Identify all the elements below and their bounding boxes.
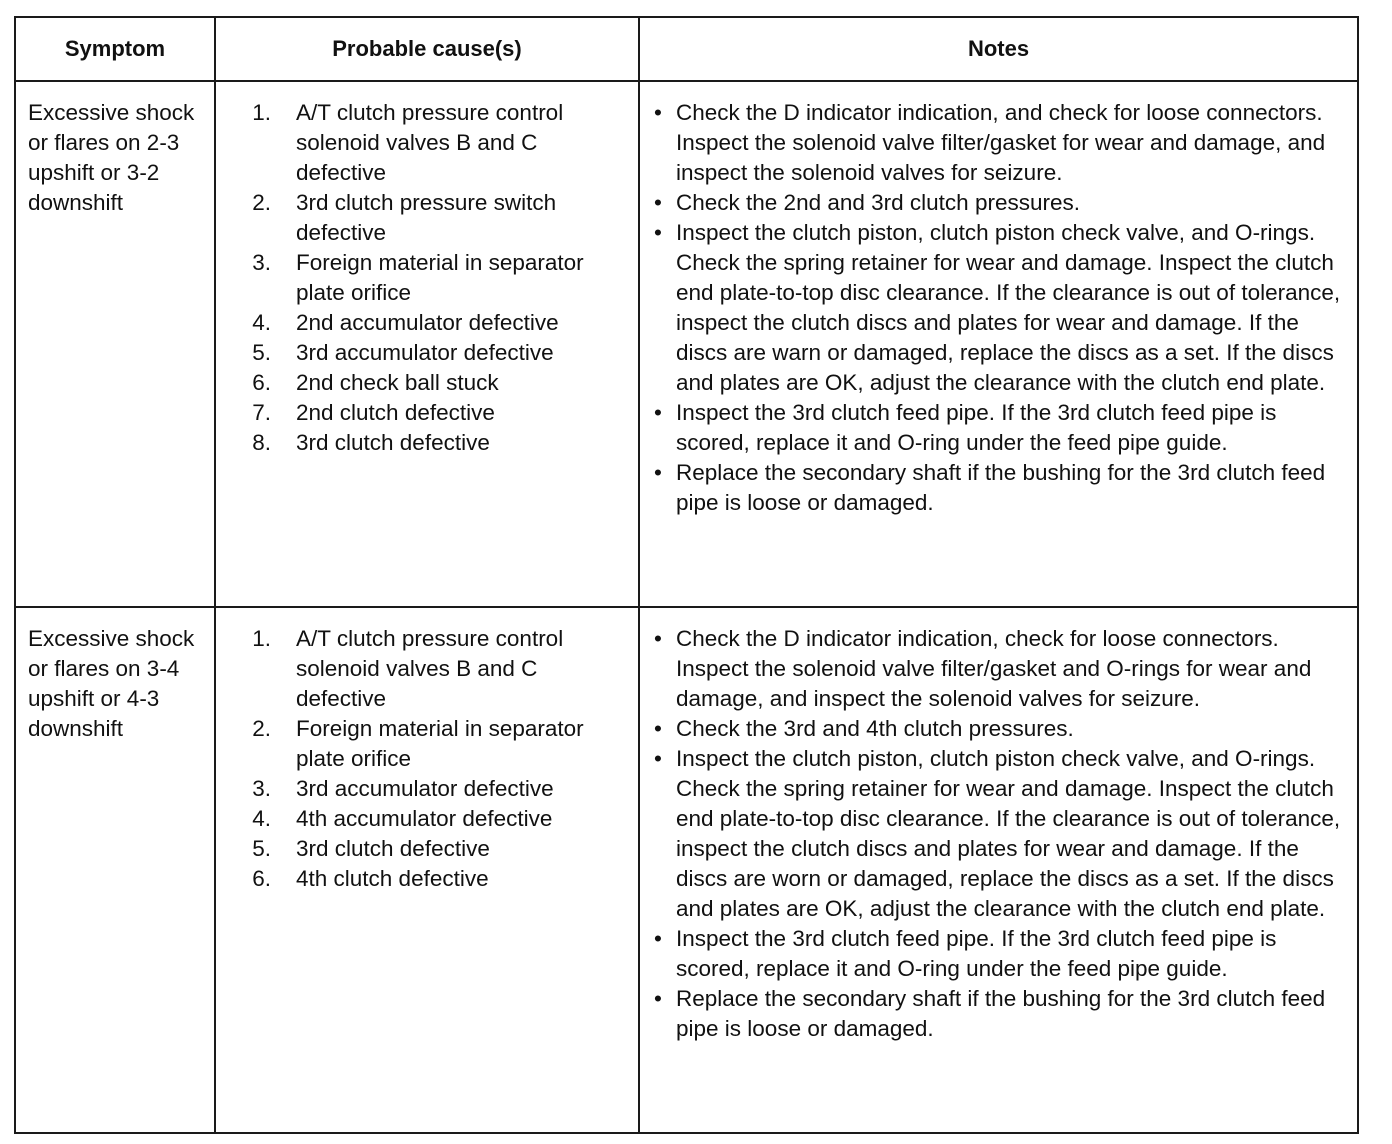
cause-number: 4. (252, 806, 271, 831)
notes-cell (639, 607, 1358, 1133)
header-symptom: Symptom (15, 17, 215, 81)
list-item (654, 98, 1349, 188)
note-list (654, 624, 1349, 1044)
note-text: Replace the secondary shaft if the bushing for the 3rd clutch feed pipe is loose or damaged. (676, 986, 1326, 1041)
note-text: Check the D indicator indication, and check for loose connectors. Inspect the solenoid valve filter/gasket for wear and damage, and inspect the solenoid valves for seizure. (676, 100, 1326, 185)
list-item (216, 188, 630, 248)
list-item (654, 984, 1349, 1044)
notes-cell (639, 81, 1358, 607)
bullet-icon: • (654, 190, 662, 215)
list-item (216, 774, 630, 804)
troubleshooting-table (14, 16, 1359, 1134)
note-text: Check the 2nd and 3rd clutch pressures. (676, 190, 1080, 215)
list-item (216, 804, 630, 834)
list-item (216, 338, 630, 368)
note-text: Check the 3rd and 4th clutch pressures. (676, 716, 1074, 741)
cause-text: 2nd clutch defective (296, 400, 495, 425)
cause-number: 2. (252, 190, 271, 215)
bullet-icon: • (654, 400, 662, 425)
cause-number: 5. (252, 836, 271, 861)
cause-text: A/T clutch pressure control solenoid valves B and C defective (296, 626, 564, 711)
cause-text: Foreign material in separator plate orifice (296, 250, 584, 305)
cause-text: 3rd accumulator defective (296, 776, 554, 801)
bullet-icon: • (654, 746, 662, 771)
table-header-row (15, 17, 1358, 81)
symptom-cell: Excessive shock or flares on 2-3 upshift or 3-2 downshift (15, 81, 215, 607)
note-list (654, 98, 1349, 518)
list-item (216, 308, 630, 338)
cause-text: 3rd clutch pressure switch defective (296, 190, 557, 245)
cause-text: Foreign material in separator plate orifice (296, 716, 584, 771)
list-item (654, 624, 1349, 714)
list-item (654, 924, 1349, 984)
cause-number: 7. (252, 400, 271, 425)
list-item (216, 864, 630, 894)
list-item (216, 398, 630, 428)
note-text: Inspect the clutch piston, clutch piston check valve, and O-rings. Check the spring retainer for wear and damage. Inspect the clutch end plate-to-top disc clearance. If the clearance is out of tolerance, inspect the clutch discs and plates for wear and damage. If the discs are worn or damaged, replace the discs as a set. If the discs and plates are OK, adjust the clearance with the clutch end plate. (676, 746, 1341, 921)
list-item (216, 98, 630, 188)
list-item (654, 458, 1349, 518)
cause-text: 3rd clutch defective (296, 430, 490, 455)
cause-text: 2nd accumulator defective (296, 310, 559, 335)
cause-number: 1. (252, 626, 271, 651)
cause-number: 5. (252, 340, 271, 365)
header-notes: Notes (639, 17, 1358, 81)
causes-cell (215, 607, 639, 1133)
cause-text: 3rd clutch defective (296, 836, 490, 861)
cause-number: 3. (252, 776, 271, 801)
cause-number: 6. (252, 866, 271, 891)
cause-text: 2nd check ball stuck (296, 370, 499, 395)
cause-text: 4th accumulator defective (296, 806, 553, 831)
cause-text: 3rd accumulator defective (296, 340, 554, 365)
header-causes: Probable cause(s) (215, 17, 639, 81)
cause-number: 6. (252, 370, 271, 395)
list-item (216, 834, 630, 864)
bullet-icon: • (654, 626, 662, 651)
symptom-cell: Excessive shock or flares on 3-4 upshift or 4-3 downshift (15, 607, 215, 1133)
cause-number: 1. (252, 100, 271, 125)
cause-number: 3. (252, 250, 271, 275)
list-item (654, 218, 1349, 398)
bullet-icon: • (654, 716, 662, 741)
list-item (654, 188, 1349, 218)
note-text: Inspect the clutch piston, clutch piston check valve, and O-rings. Check the spring retainer for wear and damage. Inspect the clutch end plate-to-top disc clearance. If the clearance is out of tolerance, inspect the clutch discs and plates for wear and damage. If the discs are warn or damaged, replace the discs as a set. If the discs and plates are OK, adjust the clearance with the clutch end plate. (676, 220, 1341, 395)
list-item (654, 714, 1349, 744)
cause-number: 2. (252, 716, 271, 741)
bullet-icon: • (654, 220, 662, 245)
table-row (15, 607, 1358, 1133)
causes-cell (215, 81, 639, 607)
cause-text: A/T clutch pressure control solenoid valves B and C defective (296, 100, 564, 185)
list-item (654, 744, 1349, 924)
table-row (15, 81, 1358, 607)
cause-number: 8. (252, 430, 271, 455)
bullet-icon: • (654, 100, 662, 125)
cause-list (216, 624, 630, 894)
bullet-icon: • (654, 986, 662, 1011)
note-text: Check the D indicator indication, check for loose connectors. Inspect the solenoid valve filter/gasket and O-rings for wear and damage, and inspect the solenoid valves for seizure. (676, 626, 1312, 711)
cause-number: 4. (252, 310, 271, 335)
list-item (216, 428, 630, 458)
cause-text: 4th clutch defective (296, 866, 489, 891)
note-text: Inspect the 3rd clutch feed pipe. If the 3rd clutch feed pipe is scored, replace it and O-ring under the feed pipe guide. (676, 926, 1277, 981)
list-item (216, 248, 630, 308)
bullet-icon: • (654, 460, 662, 485)
note-text: Inspect the 3rd clutch feed pipe. If the 3rd clutch feed pipe is scored, replace it and O-ring under the feed pipe guide. (676, 400, 1277, 455)
list-item (216, 368, 630, 398)
list-item (216, 624, 630, 714)
list-item (216, 714, 630, 774)
cause-list (216, 98, 630, 458)
bullet-icon: • (654, 926, 662, 951)
note-text: Replace the secondary shaft if the bushing for the 3rd clutch feed pipe is loose or damaged. (676, 460, 1326, 515)
list-item (654, 398, 1349, 458)
